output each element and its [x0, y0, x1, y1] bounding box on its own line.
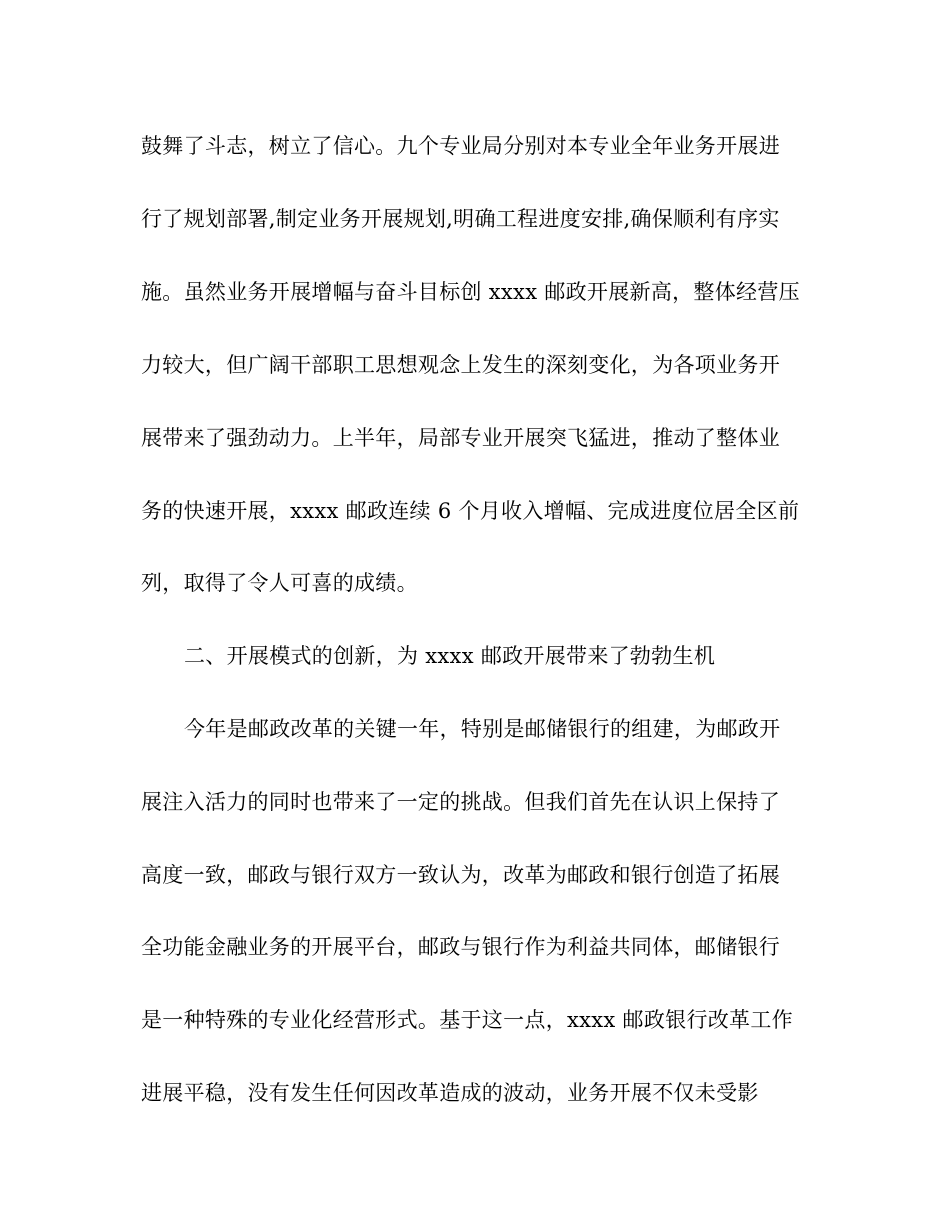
text-line: 高度一致，邮政与银行双方一致认为，改革为邮政和银行创造了拓展 — [141, 863, 780, 887]
text-line: 展注入活力的同时也带来了一定的挑战。但我们首先在认识上保持了 — [141, 790, 780, 814]
text-line: 务的快速开展，xxxx 邮政连续 6 个月收入增幅、完成进度位居全区前 — [141, 499, 800, 523]
text-line: 全功能金融业务的开展平台，邮政与银行作为利益共同体，邮储银行 — [141, 935, 780, 959]
text-line: 行了规划部署,制定业务开展规划,明确工程进度安排,确保顺利有序实 — [141, 207, 780, 231]
section-heading: 二、开展模式的创新，为 xxxx 邮政开展带来了勃勃生机 — [184, 644, 716, 668]
text-line: 鼓舞了斗志，树立了信心。九个专业局分别对本专业全年业务开展进 — [141, 134, 780, 158]
text-line: 今年是邮政改革的关键一年，特别是邮储银行的组建，为邮政开 — [184, 717, 781, 741]
text-line: 进展平稳，没有发生任何因改革造成的波动，业务开展不仅未受影 — [141, 1081, 759, 1105]
text-line: 展带来了强劲动力。上半年，局部专业开展突飞猛进，推动了整体业 — [141, 426, 780, 450]
text-line: 列，取得了令人可喜的成绩。 — [141, 571, 418, 595]
text-line: 是一种特殊的专业化经营形式。基于这一点，xxxx 邮政银行改革工作 — [141, 1008, 793, 1032]
text-line: 力较大，但广阔干部职工思想观念上发生的深刻变化，为各项业务开 — [141, 353, 780, 377]
text-line: 施。虽然业务开展增幅与奋斗目标创 xxxx 邮政开展新高，整体经营压 — [141, 280, 800, 304]
